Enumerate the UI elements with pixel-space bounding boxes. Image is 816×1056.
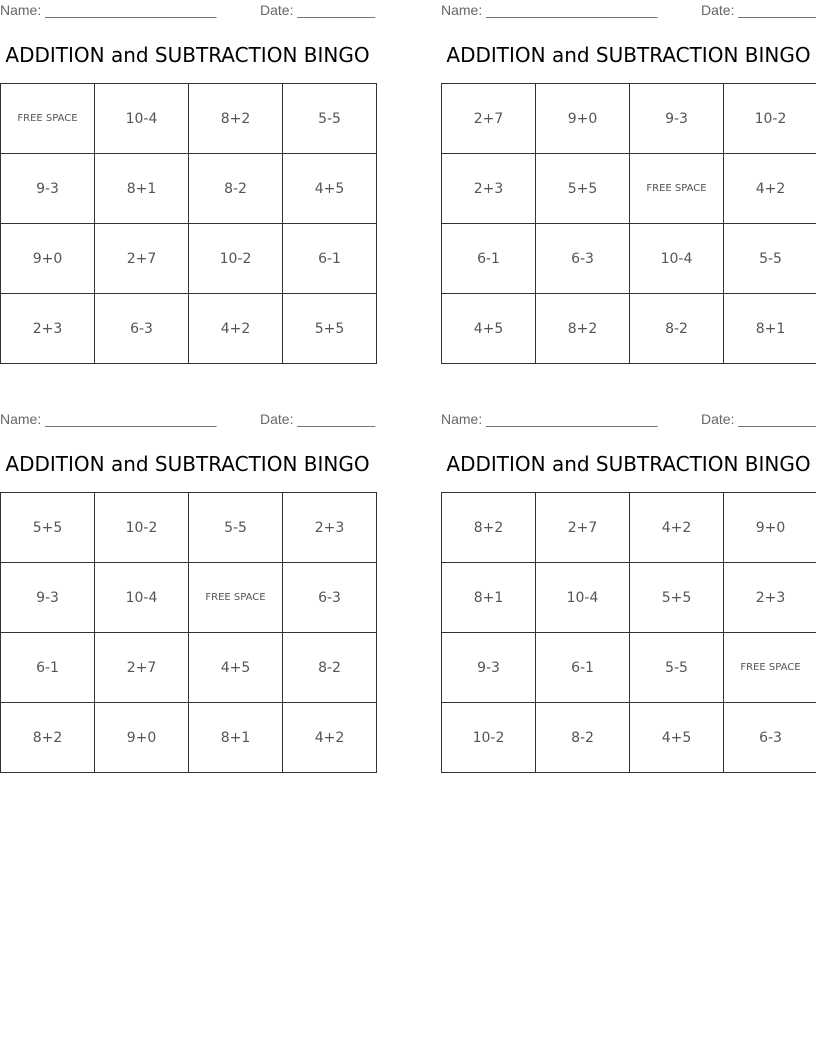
bingo-cell: FREE SPACE [189, 563, 283, 633]
bingo-cell: 9+0 [1, 224, 95, 294]
bingo-cell: 5-5 [189, 493, 283, 563]
bingo-cell: 6-3 [283, 563, 377, 633]
bingo-cell: FREE SPACE [630, 154, 724, 224]
bingo-cell: 2+3 [1, 294, 95, 364]
bingo-cell: 8+2 [1, 703, 95, 773]
bingo-cell: 8+1 [724, 294, 816, 364]
bingo-card-2 [441, 0, 816, 365]
bingo-cell: 9-3 [1, 154, 95, 224]
card-title: ADDITION and SUBTRACTION BINGO [446, 43, 811, 67]
bingo-cell: 6-1 [442, 224, 536, 294]
bingo-cell: 4+5 [283, 154, 377, 224]
bingo-cell: 2+3 [442, 154, 536, 224]
bingo-cell: 6-1 [536, 633, 630, 703]
card-title: ADDITION and SUBTRACTION BINGO [446, 452, 811, 476]
grid-row [442, 84, 816, 154]
bingo-cell: 4+2 [189, 294, 283, 364]
bingo-grid [0, 492, 377, 773]
bingo-cell: 6-1 [1, 633, 95, 703]
bingo-cell: 6-3 [536, 224, 630, 294]
bingo-card-3 [0, 409, 375, 774]
bingo-cell: 9-3 [630, 84, 724, 154]
bingo-cell: 4+5 [189, 633, 283, 703]
name-field: Name: ______________________ [441, 411, 658, 427]
grid-row [1, 294, 377, 364]
bingo-cell: 9-3 [1, 563, 95, 633]
bingo-cell: 9+0 [95, 703, 189, 773]
grid-row [1, 154, 377, 224]
card-title: ADDITION and SUBTRACTION BINGO [5, 43, 370, 67]
date-field: Date: __________ [701, 411, 816, 427]
bingo-cell: 6-3 [724, 703, 816, 773]
bingo-cell: FREE SPACE [1, 84, 95, 154]
grid-row [442, 154, 816, 224]
bingo-cell: 6-1 [283, 224, 377, 294]
bingo-card-4 [441, 409, 816, 774]
bingo-cell: 10-2 [95, 493, 189, 563]
bingo-cell: 5+5 [536, 154, 630, 224]
bingo-cell: 10-2 [442, 703, 536, 773]
grid-row [1, 563, 377, 633]
bingo-cell: 9+0 [724, 493, 816, 563]
grid-row [1, 703, 377, 773]
bingo-cell: 8+1 [95, 154, 189, 224]
bingo-cell: 8+2 [442, 493, 536, 563]
bingo-cell: 2+3 [283, 493, 377, 563]
bingo-cell: 8-2 [536, 703, 630, 773]
bingo-cell: 5+5 [1, 493, 95, 563]
bingo-cell: 8-2 [630, 294, 724, 364]
bingo-card-1 [0, 0, 375, 365]
bingo-cell: 2+7 [95, 224, 189, 294]
bingo-grid [0, 83, 377, 364]
grid-row [442, 294, 816, 364]
bingo-cell: 4+2 [283, 703, 377, 773]
bingo-cell: 5-5 [283, 84, 377, 154]
bingo-cell: 4+5 [442, 294, 536, 364]
date-field: Date: __________ [701, 2, 816, 18]
bingo-cell: 10-4 [95, 563, 189, 633]
bingo-cell: 8+2 [536, 294, 630, 364]
bingo-cell: 5+5 [630, 563, 724, 633]
bingo-cell: 2+3 [724, 563, 816, 633]
grid-row [1, 633, 377, 703]
bingo-cell: 10-2 [724, 84, 816, 154]
bingo-cell: 8-2 [189, 154, 283, 224]
name-field: Name: ______________________ [0, 2, 217, 18]
name-field: Name: ______________________ [0, 411, 217, 427]
bingo-cell: 10-2 [189, 224, 283, 294]
grid-row [1, 224, 377, 294]
bingo-cell: 10-4 [95, 84, 189, 154]
date-field: Date: __________ [260, 2, 376, 18]
bingo-cell: 5-5 [630, 633, 724, 703]
bingo-cell: 2+7 [442, 84, 536, 154]
bingo-cell: 8+1 [442, 563, 536, 633]
bingo-cell: 5+5 [283, 294, 377, 364]
bingo-cell: 4+2 [630, 493, 724, 563]
bingo-cell: 5-5 [724, 224, 816, 294]
card-title: ADDITION and SUBTRACTION BINGO [5, 452, 370, 476]
bingo-cell: 2+7 [536, 493, 630, 563]
bingo-grid [441, 83, 816, 364]
bingo-cell: 10-4 [536, 563, 630, 633]
grid-row [442, 563, 816, 633]
bingo-cell: 9-3 [442, 633, 536, 703]
bingo-cell: 4+5 [630, 703, 724, 773]
bingo-cell: 8-2 [283, 633, 377, 703]
bingo-grid [441, 492, 816, 773]
grid-row [442, 633, 816, 703]
name-field: Name: ______________________ [441, 2, 658, 18]
date-field: Date: __________ [260, 411, 376, 427]
bingo-cell: 8+2 [189, 84, 283, 154]
bingo-cell: 8+1 [189, 703, 283, 773]
grid-row [442, 493, 816, 563]
bingo-cell: FREE SPACE [724, 633, 816, 703]
grid-row [442, 703, 816, 773]
bingo-cell: 2+7 [95, 633, 189, 703]
bingo-cell: 10-4 [630, 224, 724, 294]
grid-row [442, 224, 816, 294]
bingo-cell: 4+2 [724, 154, 816, 224]
grid-row [1, 84, 377, 154]
bingo-cell: 9+0 [536, 84, 630, 154]
bingo-cell: 6-3 [95, 294, 189, 364]
grid-row [1, 493, 377, 563]
